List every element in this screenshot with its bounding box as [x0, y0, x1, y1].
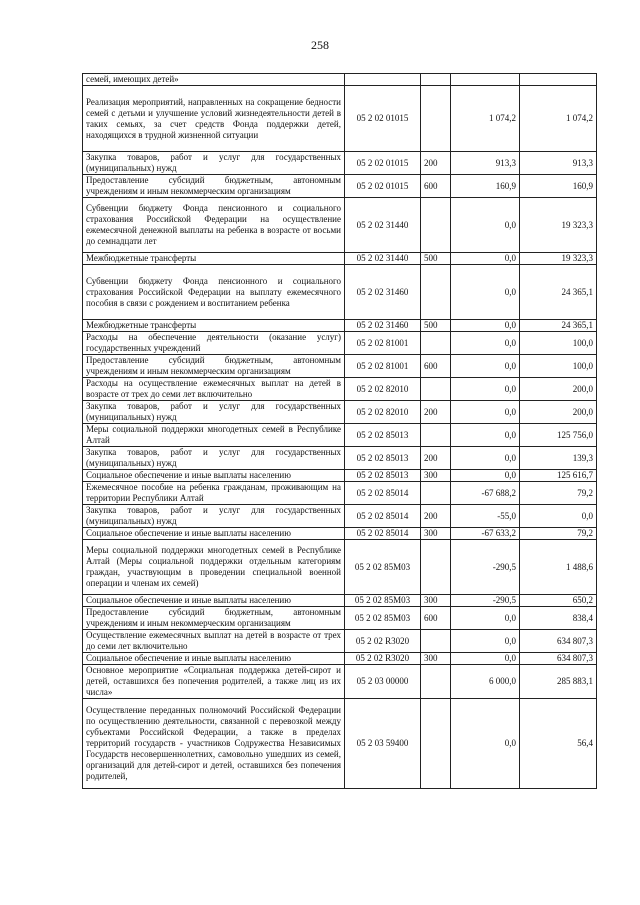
table-row	[83, 74, 597, 86]
cell-total: 200,0	[520, 401, 597, 424]
cell-total: 100,0	[520, 332, 597, 355]
cell-vr: 200	[421, 447, 451, 470]
cell-change: 0,0	[451, 424, 520, 447]
cell-name: Социальное обеспечение и иные выплаты населению	[83, 528, 345, 540]
cell-code: 05 2 02 82010	[345, 401, 421, 424]
cell-vr	[421, 482, 451, 505]
budget-table-body	[83, 74, 597, 789]
cell-change: 0,0	[451, 265, 520, 320]
cell-code: 05 2 02 85М03	[345, 595, 421, 607]
cell-name: Осуществление ежемесячных выплат на детей в возрасте от трех до семи лет включительно	[83, 630, 345, 653]
table-row	[83, 265, 597, 320]
table-row	[83, 332, 597, 355]
cell-name: Закупка товаров, работ и услуг для государственных (муниципальных) нужд	[83, 401, 345, 424]
cell-name: Основное мероприятие «Социальная поддержка детей-сирот и детей, оставшихся без попечения родителей, а также лиц из их числа»	[83, 665, 345, 699]
cell-change: -290,5	[451, 595, 520, 607]
table-row	[83, 699, 597, 789]
cell-total: 0,0	[520, 505, 597, 528]
table-row	[83, 653, 597, 665]
cell-total: 24 365,1	[520, 265, 597, 320]
cell-vr: 200	[421, 152, 451, 175]
page-number: 258	[311, 38, 329, 52]
table-row	[83, 424, 597, 447]
cell-name: Закупка товаров, работ и услуг для государственных (муниципальных) нужд	[83, 447, 345, 470]
cell-total: 24 365,1	[520, 320, 597, 332]
table-row	[83, 482, 597, 505]
table-row	[83, 630, 597, 653]
table-row	[83, 401, 597, 424]
cell-name: Закупка товаров, работ и услуг для государственных (муниципальных) нужд	[83, 152, 345, 175]
cell-total: 200,0	[520, 378, 597, 401]
cell-vr	[421, 332, 451, 355]
cell-vr: 500	[421, 253, 451, 265]
budget-table	[82, 73, 597, 789]
cell-change: 0,0	[451, 355, 520, 378]
cell-code: 05 2 02 85013	[345, 470, 421, 482]
cell-change: 0,0	[451, 630, 520, 653]
cell-vr	[421, 630, 451, 653]
cell-code: 05 2 02 31440	[345, 198, 421, 253]
cell-total: 125 616,7	[520, 470, 597, 482]
cell-vr: 200	[421, 505, 451, 528]
cell-name: Субвенции бюджету Фонда пенсионного и социального страхования Российской Федерации на осуществление ежемесячной денежной выплаты на ребенка в возрасте от восьми до семнадцати лет	[83, 198, 345, 253]
cell-total: 79,2	[520, 482, 597, 505]
cell-change: 160,9	[451, 175, 520, 198]
cell-name: Предоставление субсидий бюджетным, автономным учреждениям и иным некоммерческим организациям	[83, 355, 345, 378]
cell-name: Предоставление субсидий бюджетным, автономным учреждениям и иным некоммерческим организациям	[83, 607, 345, 630]
cell-code: 05 2 02 81001	[345, 355, 421, 378]
cell-total: 139,3	[520, 447, 597, 470]
cell-total: 1 074,2	[520, 86, 597, 152]
cell-vr	[421, 265, 451, 320]
cell-vr: 300	[421, 528, 451, 540]
cell-code: 05 2 02 82010	[345, 378, 421, 401]
cell-change: 0,0	[451, 401, 520, 424]
cell-name: Расходы на обеспечение деятельности (оказание услуг) государственных учреждений	[83, 332, 345, 355]
cell-total: 19 323,3	[520, 198, 597, 253]
cell-vr: 300	[421, 595, 451, 607]
cell-code: 05 2 02 31440	[345, 253, 421, 265]
table-row	[83, 320, 597, 332]
cell-vr: 200	[421, 401, 451, 424]
cell-vr: 600	[421, 175, 451, 198]
cell-total: 838,4	[520, 607, 597, 630]
cell-change: 0,0	[451, 198, 520, 253]
cell-vr	[421, 665, 451, 699]
cell-total: 1 488,6	[520, 540, 597, 595]
cell-name: Расходы на осуществление ежемесячных выплат на детей в возрасте от трех до семи лет включительно	[83, 378, 345, 401]
cell-name: Меры социальной поддержки многодетных семей в Республике Алтай (Меры социальной поддержки отдельным категориям граждан, участвующим в проведении специальной военной операции и членам их семей)	[83, 540, 345, 595]
table-row	[83, 198, 597, 253]
cell-vr: 300	[421, 653, 451, 665]
cell-code: 05 2 02 81001	[345, 332, 421, 355]
cell-change	[451, 74, 520, 86]
cell-change: -67 688,2	[451, 482, 520, 505]
cell-total: 634 807,3	[520, 653, 597, 665]
table-row	[83, 528, 597, 540]
cell-name: семей, имеющих детей»	[83, 74, 345, 86]
cell-code: 05 2 02 R3020	[345, 630, 421, 653]
cell-total: 56,4	[520, 699, 597, 789]
cell-vr	[421, 540, 451, 595]
cell-change: -67 633,2	[451, 528, 520, 540]
cell-code: 05 2 02 85014	[345, 528, 421, 540]
cell-change: 0,0	[451, 332, 520, 355]
cell-total: 125 756,0	[520, 424, 597, 447]
cell-total: 650,2	[520, 595, 597, 607]
cell-code	[345, 74, 421, 86]
cell-total: 79,2	[520, 528, 597, 540]
cell-change: 0,0	[451, 653, 520, 665]
cell-total: 19 323,3	[520, 253, 597, 265]
cell-code: 05 2 02 85014	[345, 482, 421, 505]
cell-name: Предоставление субсидий бюджетным, автономным учреждениям и иным некоммерческим организациям	[83, 175, 345, 198]
cell-vr	[421, 424, 451, 447]
cell-change: 0,0	[451, 378, 520, 401]
cell-code: 05 2 03 00000	[345, 665, 421, 699]
cell-total: 100,0	[520, 355, 597, 378]
table-row	[83, 152, 597, 175]
table-row	[83, 540, 597, 595]
cell-name: Межбюджетные трансферты	[83, 253, 345, 265]
cell-total: 634 807,3	[520, 630, 597, 653]
cell-code: 05 2 02 01015	[345, 86, 421, 152]
cell-name: Межбюджетные трансферты	[83, 320, 345, 332]
cell-total: 160,9	[520, 175, 597, 198]
cell-code: 05 2 02 31460	[345, 320, 421, 332]
cell-name: Меры социальной поддержки многодетных семей в Республике Алтай	[83, 424, 345, 447]
cell-change: 0,0	[451, 607, 520, 630]
table-row	[83, 355, 597, 378]
cell-code: 05 2 02 85013	[345, 424, 421, 447]
cell-name: Социальное обеспечение и иные выплаты населению	[83, 595, 345, 607]
cell-name: Социальное обеспечение и иные выплаты населению	[83, 470, 345, 482]
cell-vr	[421, 74, 451, 86]
table-row	[83, 505, 597, 528]
cell-vr: 600	[421, 607, 451, 630]
cell-code: 05 2 03 59400	[345, 699, 421, 789]
cell-code: 05 2 02 85013	[345, 447, 421, 470]
cell-change: 6 000,0	[451, 665, 520, 699]
cell-change: 0,0	[451, 447, 520, 470]
cell-code: 05 2 02 85014	[345, 505, 421, 528]
table-row	[83, 253, 597, 265]
cell-name: Закупка товаров, работ и услуг для государственных (муниципальных) нужд	[83, 505, 345, 528]
cell-vr	[421, 86, 451, 152]
cell-total: 285 883,1	[520, 665, 597, 699]
cell-change: -55,0	[451, 505, 520, 528]
cell-change: 0,0	[451, 699, 520, 789]
cell-vr	[421, 378, 451, 401]
cell-code: 05 2 02 R3020	[345, 653, 421, 665]
cell-change: -290,5	[451, 540, 520, 595]
cell-total	[520, 74, 597, 86]
table-row	[83, 86, 597, 152]
cell-code: 05 2 02 31460	[345, 265, 421, 320]
cell-change: 0,0	[451, 470, 520, 482]
cell-code: 05 2 02 01015	[345, 175, 421, 198]
cell-change: 0,0	[451, 253, 520, 265]
cell-change: 913,3	[451, 152, 520, 175]
cell-code: 05 2 02 85М03	[345, 607, 421, 630]
cell-code: 05 2 02 85М03	[345, 540, 421, 595]
cell-name: Субвенции бюджету Фонда пенсионного и социального страхования Российской Федерации на выплату ежемесячного пособия в связи с рождением и воспитанием ребенка	[83, 265, 345, 320]
cell-change: 0,0	[451, 320, 520, 332]
cell-name: Реализация мероприятий, направленных на сокращение бедности семей с детьми и улучшение условий жизнедеятельности детей в таких семьях, за счет средств Фонда поддержки детей, находящихся в трудной жизненной ситуации	[83, 86, 345, 152]
table-row	[83, 607, 597, 630]
cell-vr: 600	[421, 355, 451, 378]
cell-code: 05 2 02 01015	[345, 152, 421, 175]
cell-total: 913,3	[520, 152, 597, 175]
cell-vr: 300	[421, 470, 451, 482]
table-row	[83, 447, 597, 470]
table-row	[83, 378, 597, 401]
cell-vr	[421, 198, 451, 253]
cell-name: Социальное обеспечение и иные выплаты населению	[83, 653, 345, 665]
table-row	[83, 175, 597, 198]
cell-name: Осуществление переданных полномочий Российской Федерации по осуществлению деятельности, связанной с перевозкой между субъектами Российской Федерации, а также в пределах территорий государств - участников Содружества Независимых Государств несовершеннолетних, самовольно ушедших из семей, организаций для детей-сирот и детей, оставшихся без попечения родителей,	[83, 699, 345, 789]
table-row	[83, 470, 597, 482]
cell-name: Ежемесячное пособие на ребенка гражданам, проживающим на территории Республики Алтай	[83, 482, 345, 505]
cell-vr: 500	[421, 320, 451, 332]
table-row	[83, 595, 597, 607]
table-row	[83, 665, 597, 699]
cell-change: 1 074,2	[451, 86, 520, 152]
cell-vr	[421, 699, 451, 789]
